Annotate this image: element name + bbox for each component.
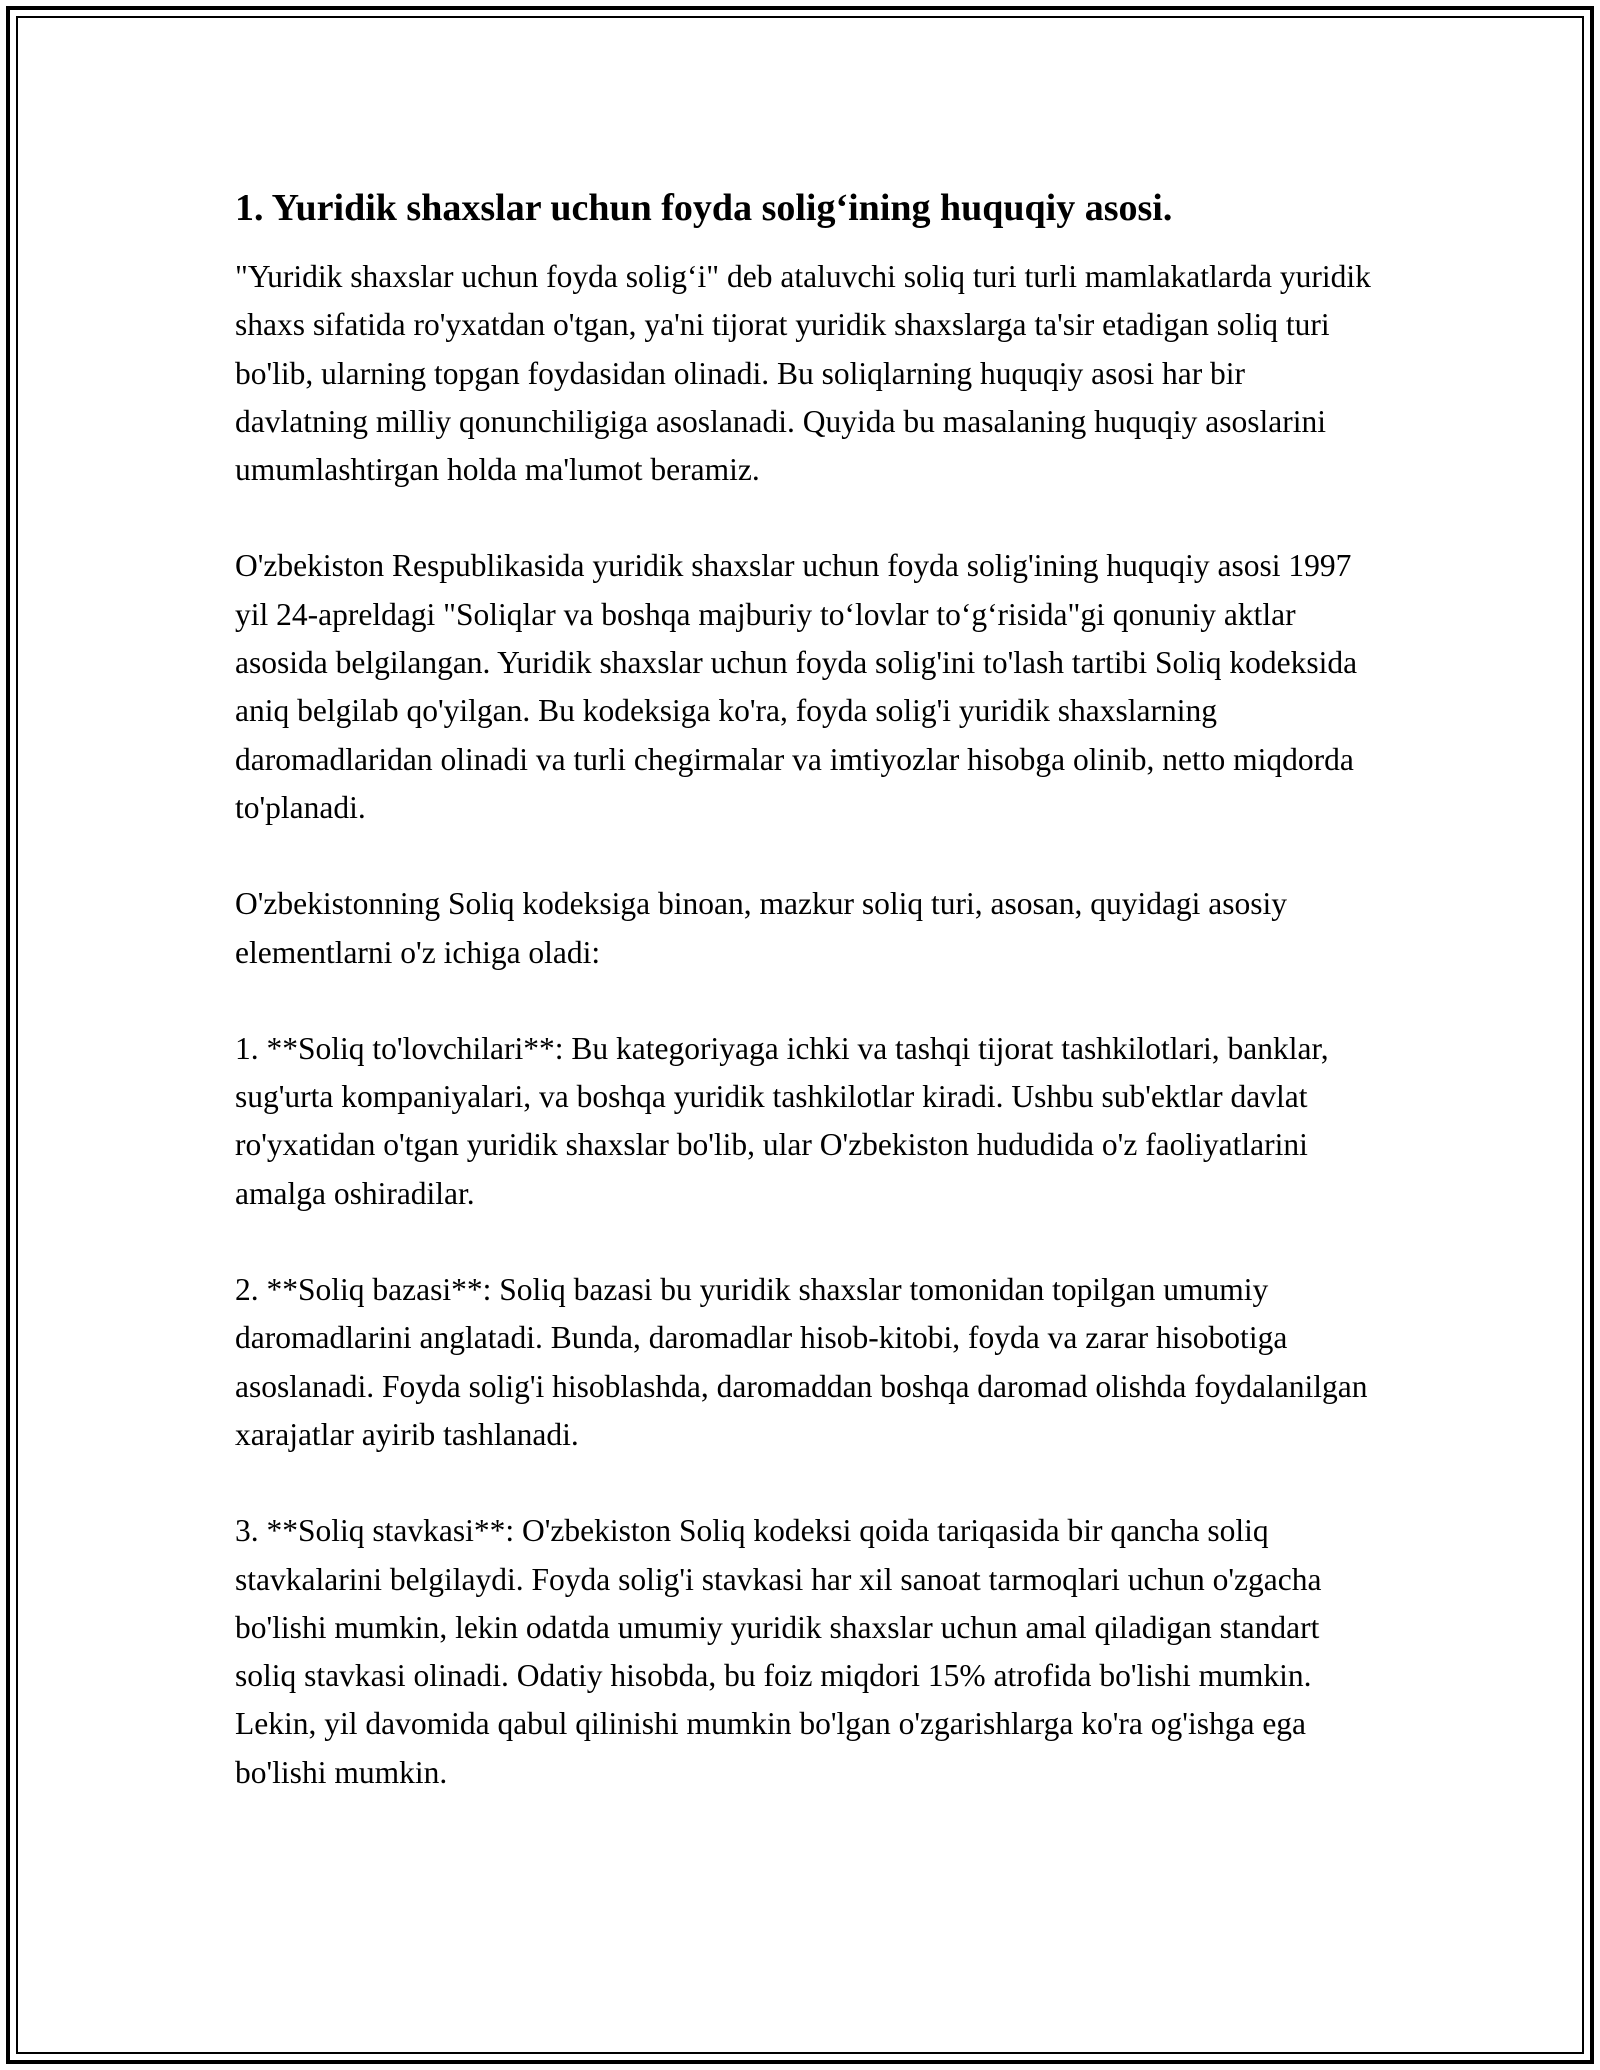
list-item-tax-base: 2. **Soliq bazasi**: Soliq bazasi bu yuridik shaxslar tomonidan topilgan umumiy daromadlarini anglatadi. Bunda, daromadlar hisob-kitobi, foyda va zarar hisobotiga asoslanadi. Foyda solig'i hisoblashda, daromaddan boshqa daromad olishda foydalanilgan xarajatlar ayirib tashlanadi. xyxy=(235,1272,1368,1452)
document-body xyxy=(235,184,1375,1797)
paragraph-intro: "Yuridik shaxslar uchun foyda solig‘i" deb ataluvchi soliq turi turli mamlakatlarda yuridik shaxs sifatida ro'yxatdan o'tgan, ya'ni tijorat yuridik shaxslarga ta'sir etadigan soliq turi bo'lib, ularning topgan foydasidan olinadi. Bu soliqlarning huquqiy asosi har bir davlatning milliy qonunchiligiga asoslanadi. Quyida bu masalaning huquqiy asoslarini umumlashtirgan holda ma'lumot beramiz. xyxy=(235,259,1371,488)
paragraph-elements-intro: O'zbekistonning Soliq kodeksiga binoan, mazkur soliq turi, asosan, quyidagi asosiy elementlarni o'z ichiga oladi: xyxy=(235,886,1288,970)
paragraph-legal-basis: O'zbekiston Respublikasida yuridik shaxslar uchun foyda solig'ining huquqiy asosi 1997 yil 24-apreldagi "Soliqlar va boshqa majburiy to‘lovlar to‘g‘risida"gi qonuniy aktlar asosida belgilangan. Yuridik shaxslar uchun foyda solig'ini to'lash tartibi Soliq kodeksida aniq belgilab qo'yilgan. Bu kodeksiga ko'ra, foyda solig'i yuridik shaxslarning daromadlaridan olinadi va turli chegirmalar va imtiyozlar hisobga olinib, netto miqdorda to'planadi. xyxy=(235,548,1358,825)
section-heading: 1. Yuridik shaxslar uchun foyda solig‘ining huquqiy asosi. xyxy=(235,187,1173,229)
list-item-taxpayers: 1. **Soliq to'lovchilari**: Bu kategoriyaga ichki va tashqi tijorat tashkilotlari, banklar, sug'urta kompaniyalari, va boshqa yuridik tashkilotlar kiradi. Ushbu sub'ektlar davlat ro'yxatidan o'tgan yuridik shaxslar bo'lib, ular O'zbekiston hududida o'z faoliyatlarini amalga oshiradilar. xyxy=(235,1030,1329,1211)
list-item-tax-rate: 3. **Soliq stavkasi**: O'zbekiston Soliq kodeksi qoida tariqasida bir qancha soliq stavkalarini belgilaydi. Foyda solig'i stavkasi har xil sanoat tarmoqlari uchun o'zgacha bo'lishi mumkin, lekin odatda umumiy yuridik shaxslar uchun amal qiladigan standart soliq stavkasi olinadi. Odatiy hisobda, bu foiz miqdori 15% atrofida bo'lishi mumkin. Lekin, yil davomida qabul qilinishi mumkin bo'lgan o'zgarishlarga ko'ra og'ishga ega bo'lishi mumkin. xyxy=(235,1513,1322,1790)
